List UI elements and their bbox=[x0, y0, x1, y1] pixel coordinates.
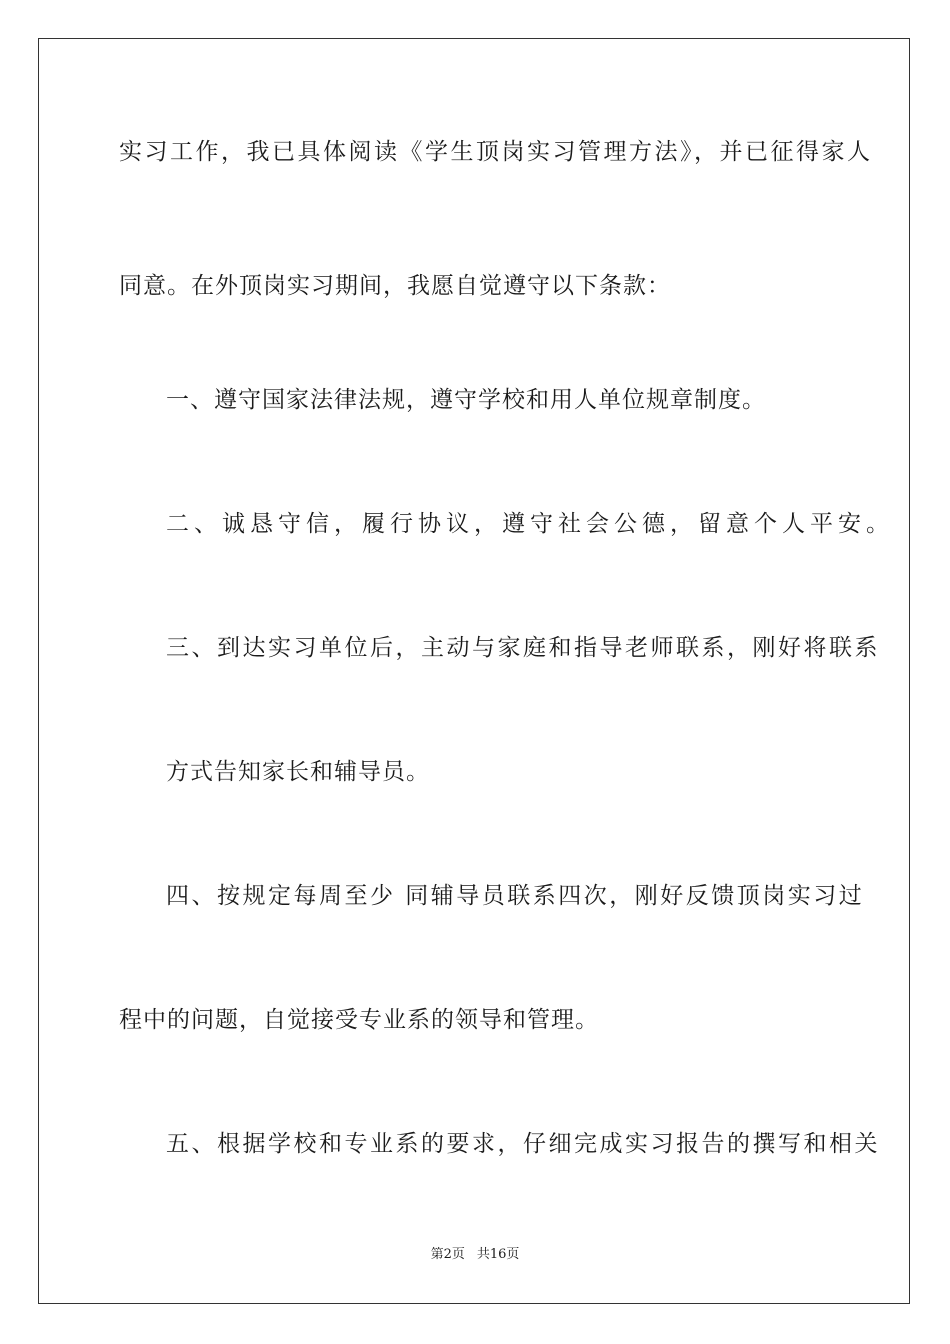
text-line-9: 五、根据学校和专业系的要求，仔细完成实习报告的撰写和相关 bbox=[166, 1131, 880, 1157]
text-line-5: 三、到达实习单位后，主动与家庭和指导老师联系，刚好将联系 bbox=[166, 635, 880, 661]
page-total: 共16页 bbox=[476, 1247, 520, 1262]
text-line-7: 四、按规定每周至少 同辅导员联系四次，刚好反馈顶岗实习过 bbox=[166, 883, 865, 909]
page-frame bbox=[38, 38, 910, 1304]
page-footer bbox=[39, 1246, 911, 1264]
text-line-3: 一、遵守国家法律法规，遵守学校和用人单位规章制度。 bbox=[166, 387, 766, 413]
text-line-6: 方式告知家长和辅导员。 bbox=[166, 759, 430, 785]
text-line-8: 程中的问题，自觉接受专业系的领导和管理。 bbox=[119, 1007, 599, 1033]
text-line-4: 二、诚恳守信，履行协议，遵守社会公德，留意个人平安。 bbox=[166, 511, 894, 537]
text-line-2: 同意。在外顶岗实习期间，我愿自觉遵守以下条款： bbox=[119, 273, 671, 299]
text-line-1: 实习工作，我已具体阅读《学生顶岗实习管理方法》，并已征得家人 bbox=[119, 139, 873, 165]
page-number: 第2页 bbox=[430, 1247, 465, 1262]
